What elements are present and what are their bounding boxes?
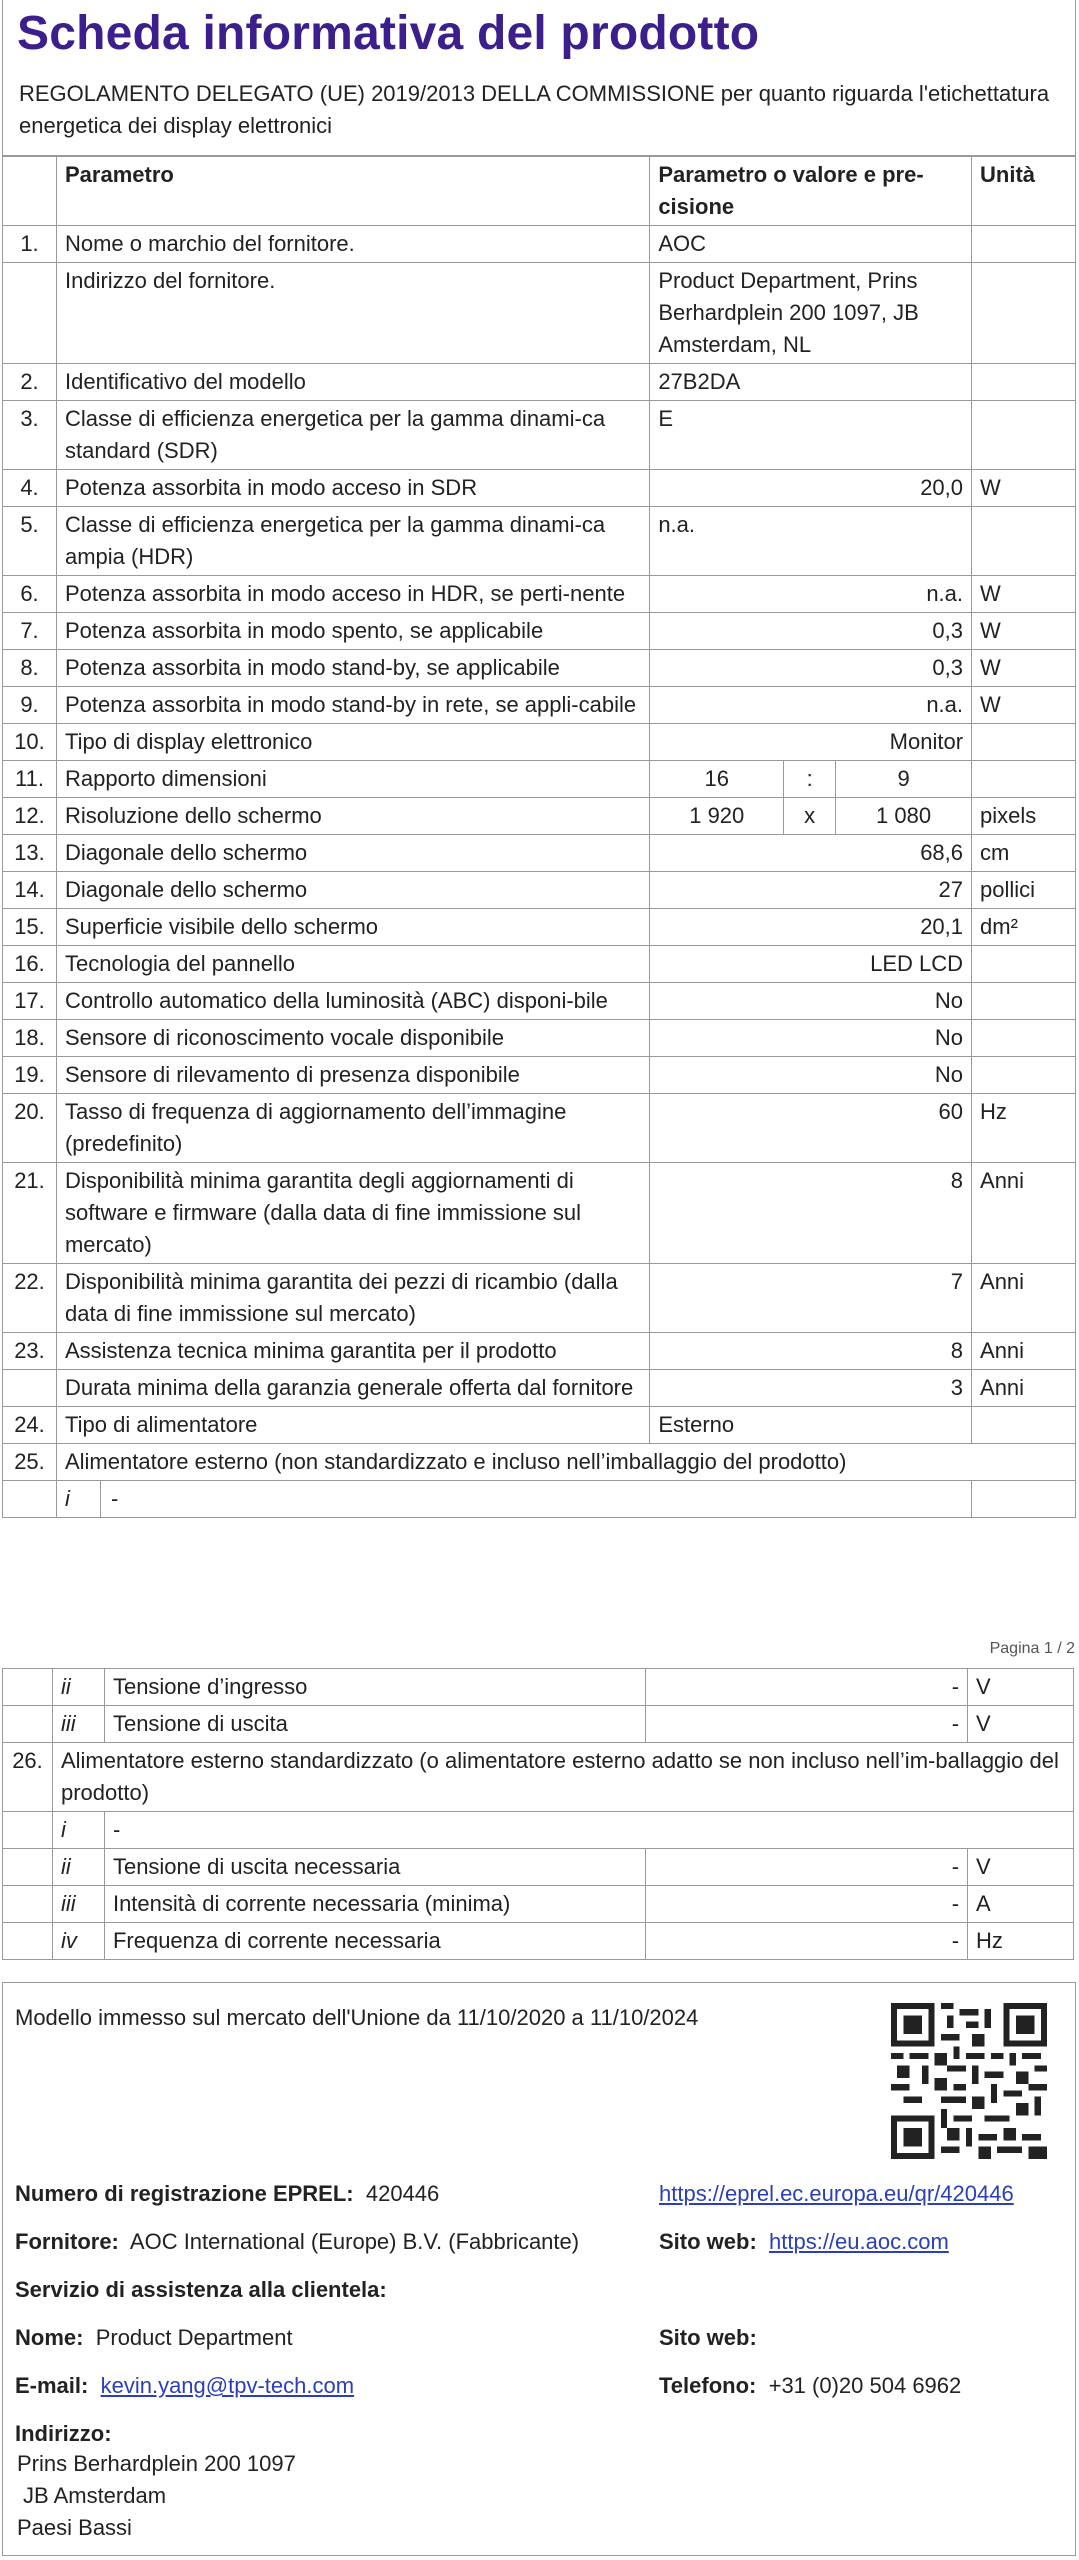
row-unit xyxy=(972,507,1076,576)
eprel-footer xyxy=(2,1982,1076,2556)
service-email: E-mail: kevin.yang@tpv-tech.com xyxy=(15,2373,355,2398)
service-website: Sito web: xyxy=(659,2325,757,2350)
table-row xyxy=(3,507,1076,576)
email-link[interactable]: kevin.yang@tpv-tech.com xyxy=(100,2373,355,2398)
row-number: 12. xyxy=(3,798,57,835)
sub-unit: Hz xyxy=(968,1923,1074,1960)
row-parameter: Potenza assorbita in modo stand-by in rete, se appli-cabile xyxy=(56,687,649,724)
table-row xyxy=(3,1706,1074,1743)
row-number xyxy=(3,1849,53,1886)
row-parameter: Tipo di alimentatore xyxy=(56,1407,649,1444)
row-parameter: Potenza assorbita in modo acceso in SDR xyxy=(56,470,649,507)
page-number-label: Pagina 1 / 2 xyxy=(989,1640,1075,1657)
table-row xyxy=(3,983,1076,1020)
address-line: Prins Berhardplein 200 1097 xyxy=(17,2451,296,2476)
row-parameter: Diagonale dello schermo xyxy=(56,835,649,872)
row-number xyxy=(3,1812,53,1849)
table-row xyxy=(3,576,1076,613)
sub-index: i xyxy=(52,1812,104,1849)
sub-unit: V xyxy=(968,1706,1074,1743)
row-number: 2. xyxy=(3,364,57,401)
row-parameter: Potenza assorbita in modo acceso in HDR, se perti-nente xyxy=(56,576,649,613)
table-row xyxy=(3,1370,1076,1407)
table-row xyxy=(3,1743,1074,1812)
table-row xyxy=(3,761,1076,798)
row-parameter: Diagonale dello schermo xyxy=(56,872,649,909)
row-unit: W xyxy=(972,687,1076,724)
row-parameter: Sensore di rilevamento di presenza disponibile xyxy=(56,1057,649,1094)
sub-index: i xyxy=(57,1481,101,1517)
row-value: 20,0 xyxy=(650,470,972,507)
row-number: 17. xyxy=(3,983,57,1020)
row-unit: cm xyxy=(972,835,1076,872)
row-unit xyxy=(972,761,1076,798)
row-number: 16. xyxy=(3,946,57,983)
table-row xyxy=(3,1057,1076,1094)
row-parameter: Disponibilità minima garantita dei pezzi di ricambio (dalla data di fine immissione sul mercato) xyxy=(56,1264,649,1333)
row-number: 14. xyxy=(3,872,57,909)
sub-index: ii xyxy=(52,1849,104,1886)
row-parameter: Identificativo del modello xyxy=(56,364,649,401)
table-row xyxy=(3,1407,1076,1444)
row-number: 9. xyxy=(3,687,57,724)
row-value: 68,6 xyxy=(650,835,972,872)
row-unit xyxy=(972,1057,1076,1094)
table-row xyxy=(3,872,1076,909)
header-number-cell xyxy=(3,157,57,226)
row-value: 8 xyxy=(650,1333,972,1370)
table-row xyxy=(3,1886,1074,1923)
row-number: 26. xyxy=(3,1743,53,1812)
row-number: 15. xyxy=(3,909,57,946)
row-value: 27 xyxy=(650,872,972,909)
table-row xyxy=(3,687,1076,724)
sub-index: iii xyxy=(52,1706,104,1743)
row-parameter: Superficie visibile dello schermo xyxy=(56,909,649,946)
row-number: 19. xyxy=(3,1057,57,1094)
table-row xyxy=(3,724,1076,761)
row-number: 18. xyxy=(3,1020,57,1057)
row-number xyxy=(3,1706,53,1743)
row-value: 27B2DA xyxy=(650,364,972,401)
row-parameter: Potenza assorbita in modo spento, se applicabile xyxy=(56,613,649,650)
supplier-website-link[interactable]: https://eu.aoc.com xyxy=(769,2229,949,2254)
service-phone: Telefono: +31 (0)20 504 6962 xyxy=(659,2373,962,2398)
row-number xyxy=(3,1481,57,1518)
row-number: 5. xyxy=(3,507,57,576)
row-unit: Anni xyxy=(972,1370,1076,1407)
sub-label: Tensione di uscita necessaria xyxy=(104,1849,645,1886)
row-number: 25. xyxy=(3,1444,57,1481)
sheet-header xyxy=(2,0,1076,156)
row-value: Monitor xyxy=(650,724,972,761)
row-number xyxy=(3,1669,53,1706)
table-row xyxy=(3,1481,1076,1518)
row-number: 1. xyxy=(3,226,57,263)
row-value: n.a. xyxy=(650,576,972,613)
row-number: 10. xyxy=(3,724,57,761)
row-value: 8 xyxy=(650,1163,972,1264)
table-header-row xyxy=(3,157,1076,226)
row-parameter: Sensore di riconoscimento vocale disponibile xyxy=(56,1020,649,1057)
row-value: n.a. xyxy=(650,507,972,576)
row-value: 3 xyxy=(650,1370,972,1407)
row-number: 3. xyxy=(3,401,57,470)
table-row xyxy=(3,1163,1076,1264)
row-value-part: 1 920 xyxy=(650,798,784,835)
address-line: JB Amsterdam xyxy=(23,2483,167,2508)
table-row xyxy=(3,1020,1076,1057)
row-unit: W xyxy=(972,470,1076,507)
eprel-link[interactable]: https://eprel.ec.europa.eu/qr/420446 xyxy=(659,2181,1014,2206)
row-number: 23. xyxy=(3,1333,57,1370)
table-row xyxy=(3,613,1076,650)
row-parameter: Rapporto dimensioni xyxy=(56,761,649,798)
row-unit xyxy=(972,946,1076,983)
row-value: 7 xyxy=(650,1264,972,1333)
row-unit: W xyxy=(972,613,1076,650)
row-unit: Anni xyxy=(972,1264,1076,1333)
header-unit: Unità xyxy=(972,157,1076,226)
table-row xyxy=(3,909,1076,946)
row-value-part: 1 080 xyxy=(836,798,972,835)
sub-label: Intensità di corrente necessaria (minima) xyxy=(104,1886,645,1923)
table-row xyxy=(3,1333,1076,1370)
row-number: 22. xyxy=(3,1264,57,1333)
table-row xyxy=(3,1849,1074,1886)
row-number xyxy=(3,263,57,364)
row-parameter: Tecnologia del pannello xyxy=(56,946,649,983)
row-parameter: Durata minima della garanzia generale offerta dal fornitore xyxy=(56,1370,649,1407)
table-row xyxy=(3,470,1076,507)
row-value: LED LCD xyxy=(650,946,972,983)
row-value-part: 16 xyxy=(650,761,784,798)
sub-index: iii xyxy=(52,1886,104,1923)
sub-value: - xyxy=(646,1849,968,1886)
row-unit: pollici xyxy=(972,872,1076,909)
row-parameter: Indirizzo del fornitore. xyxy=(56,263,649,364)
row-unit: Anni xyxy=(972,1333,1076,1370)
power-supply-table xyxy=(2,1668,1074,1960)
customer-service-heading: Servizio di assistenza alla clientela: xyxy=(15,2277,387,2302)
row-value-separator: x xyxy=(784,798,836,835)
row-number xyxy=(3,1923,53,1960)
row-unit xyxy=(972,1481,1076,1518)
row-unit: Hz xyxy=(972,1094,1076,1163)
supplier-website: Sito web: https://eu.aoc.com xyxy=(659,2229,949,2254)
row-unit xyxy=(972,724,1076,761)
table-row xyxy=(3,364,1076,401)
table-row xyxy=(3,798,1076,835)
supplier-name: AOC International (Europe) B.V. (Fabbricante) xyxy=(129,2229,580,2254)
row-number: 13. xyxy=(3,835,57,872)
row-unit xyxy=(972,1020,1076,1057)
header-parameter: Parametro xyxy=(56,157,649,226)
row-value: E xyxy=(650,401,972,470)
row-value: 0,3 xyxy=(650,613,972,650)
row-value: No xyxy=(650,983,972,1020)
row-parameter: Classe di efficienza energetica per la gamma dinami-ca standard (SDR) xyxy=(56,401,649,470)
table-row xyxy=(3,1669,1074,1706)
sub-value: - xyxy=(646,1706,968,1743)
row-parameter: Potenza assorbita in modo stand-by, se applicabile xyxy=(56,650,649,687)
table-row xyxy=(3,1923,1074,1960)
row-parameter: Nome o marchio del fornitore. xyxy=(56,226,649,263)
row-unit xyxy=(972,401,1076,470)
row-value: 60 xyxy=(650,1094,972,1163)
sub-label: Tensione di uscita xyxy=(104,1706,645,1743)
sub-value: - xyxy=(646,1886,968,1923)
market-period-text: Modello immesso sul mercato dell'Unione da 11/10/2020 a 11/10/2024 xyxy=(15,2005,699,2030)
table-row xyxy=(3,835,1076,872)
sub-label: Tensione d’ingresso xyxy=(104,1669,645,1706)
table-row xyxy=(3,650,1076,687)
row-parameter: Risoluzione dello schermo xyxy=(56,798,649,835)
row-number: 4. xyxy=(3,470,57,507)
eprel-registration: Numero di registrazione EPREL: 420446 xyxy=(15,2181,440,2206)
sub-label: Frequenza di corrente necessaria xyxy=(104,1923,645,1960)
qr-code-icon xyxy=(891,2003,1047,2159)
row-value: n.a. xyxy=(650,687,972,724)
row-number: 24. xyxy=(3,1407,57,1444)
row-parameter: Controllo automatico della luminosità (ABC) disponi-bile xyxy=(56,983,649,1020)
row-value-separator: : xyxy=(784,761,836,798)
row-unit: W xyxy=(972,650,1076,687)
regulation-subtitle: REGOLAMENTO DELEGATO (UE) 2019/2013 DELLA COMMISSIONE per quanto riguarda l'etichettatura energetica dei display elettronici xyxy=(19,81,1050,138)
row-unit xyxy=(972,1407,1076,1444)
sub-index: ii xyxy=(52,1669,104,1706)
sub-unit: V xyxy=(968,1849,1074,1886)
address-heading: Indirizzo: xyxy=(15,2421,112,2446)
row-parameter: Disponibilità minima garantita degli aggiornamenti di software e firmware (dalla data di fine immissione sul mercato) xyxy=(56,1163,649,1264)
eprel-number: 420446 xyxy=(365,2181,440,2206)
row-parameter: Alimentatore esterno (non standardizzato e incluso nell’imballaggio del prodotto) xyxy=(56,1444,1075,1481)
sub-row xyxy=(56,1481,971,1518)
table-row xyxy=(3,226,1076,263)
row-unit xyxy=(972,226,1076,263)
sub-unit: A xyxy=(968,1886,1074,1923)
sub-label: - xyxy=(104,1812,1073,1849)
row-number xyxy=(3,1370,57,1407)
supplier-info: Fornitore: AOC International (Europe) B.V. (Fabbricante) xyxy=(15,2229,580,2254)
sub-value: - xyxy=(110,1486,119,1511)
row-parameter: Assistenza tecnica minima garantita per il prodotto xyxy=(56,1333,649,1370)
row-number xyxy=(3,1886,53,1923)
address-line: Paesi Bassi xyxy=(17,2515,132,2540)
row-number: 7. xyxy=(3,613,57,650)
table-row xyxy=(3,1264,1076,1333)
row-unit xyxy=(972,263,1076,364)
sub-unit: V xyxy=(968,1669,1074,1706)
row-value: Esterno xyxy=(650,1407,972,1444)
row-value: AOC xyxy=(650,226,972,263)
table-row xyxy=(3,1812,1074,1849)
page-title: Scheda informativa del prodotto xyxy=(17,7,760,60)
parameters-table xyxy=(2,156,1076,1518)
row-number: 20. xyxy=(3,1094,57,1163)
row-parameter: Tasso di frequenza di aggiornamento dell’immagine (predefinito) xyxy=(56,1094,649,1163)
row-value-part: 9 xyxy=(836,761,972,798)
table-row xyxy=(3,1444,1076,1481)
row-parameter: Classe di efficienza energetica per la gamma dinami-ca ampia (HDR) xyxy=(56,507,649,576)
row-value: No xyxy=(650,1020,972,1057)
row-parameter: Tipo di display elettronico xyxy=(56,724,649,761)
row-value: No xyxy=(650,1057,972,1094)
row-parameter: Alimentatore esterno standardizzato (o alimentatore esterno adatto se non incluso nell’im-ballaggio del prodotto) xyxy=(52,1743,1073,1812)
row-unit: dm² xyxy=(972,909,1076,946)
row-value: 0,3 xyxy=(650,650,972,687)
row-number: 8. xyxy=(3,650,57,687)
sub-value: - xyxy=(646,1923,968,1960)
row-unit: pixels xyxy=(972,798,1076,835)
row-unit: W xyxy=(972,576,1076,613)
table-row xyxy=(3,401,1076,470)
table-row xyxy=(3,263,1076,364)
row-unit xyxy=(972,983,1076,1020)
sub-index: iv xyxy=(52,1923,104,1960)
sub-value: - xyxy=(646,1669,968,1706)
table-row xyxy=(3,946,1076,983)
row-value: 20,1 xyxy=(650,909,972,946)
row-unit: Anni xyxy=(972,1163,1076,1264)
row-unit xyxy=(972,364,1076,401)
service-name: Nome: Product Department xyxy=(15,2325,293,2350)
row-number: 11. xyxy=(3,761,57,798)
header-value: Parametro o valore e pre-cisione xyxy=(650,157,972,226)
row-number: 21. xyxy=(3,1163,57,1264)
row-number: 6. xyxy=(3,576,57,613)
table-row xyxy=(3,1094,1076,1163)
row-value: Product Department, Prins Berhardplein 200 1097, JB Amsterdam, NL xyxy=(650,263,972,364)
